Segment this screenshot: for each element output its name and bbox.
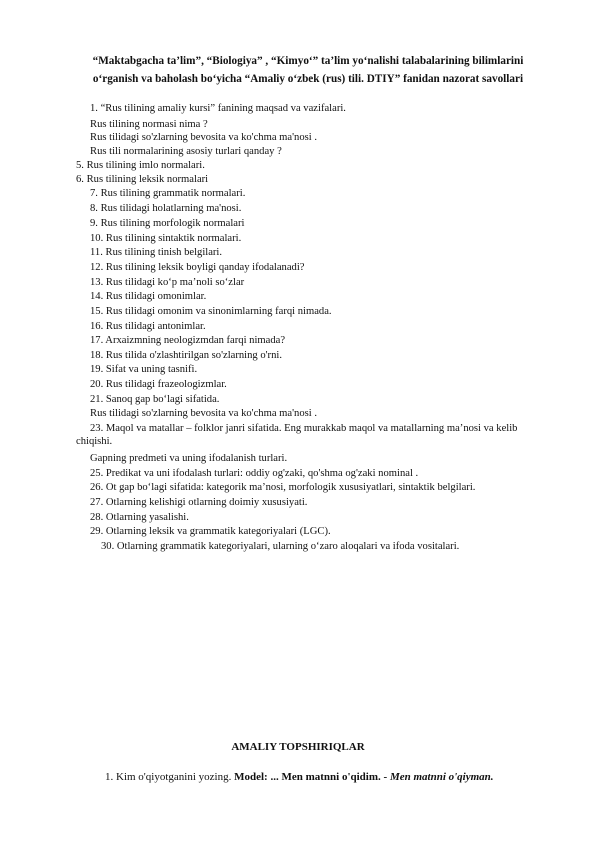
list-item: 8. Rus tilidagi holatlarning ma'nosi. (90, 203, 242, 214)
list-item: 25. Predikat va uni ifodalash turlari: oddiy og'zaki, qo'shma og'zaki nominal . (90, 468, 419, 479)
document-title (60, 52, 556, 88)
list-item: 6. Rus tilining leksik normalari (76, 174, 209, 185)
list-item: Rus tili normalarining asosiy turlari qanday ? (90, 146, 282, 157)
list-item: 9. Rus tilining morfologik normalari (90, 218, 245, 229)
task-model-label: Model: ... Men matnni o'qidim. - Men matnni o'qiyman. (234, 771, 494, 783)
section-title: AMALIY TOPSHIRIQLAR (231, 741, 365, 753)
list-item: 30. Otlarning grammatik kategoriyalari, ularning o‘zaro aloqalari va ifoda vositalari. (101, 541, 460, 552)
task-item (105, 771, 494, 783)
list-item: 14. Rus tilidagi omonimlar. (90, 291, 207, 302)
list-item: 23. Maqol va matallar – folklor janri sifatida. Eng murakkab maqol va matallarning ma’nosi va kelib chiqishi. (76, 423, 518, 447)
list-item: 10. Rus tilining sintaktik normalari. (90, 233, 242, 244)
list-item: Rus tilidagi so'zlarning bevosita va ko'chma ma'nosi . (90, 132, 317, 143)
task-text: 1. Kim o'qiyotganini yozing. (105, 771, 235, 783)
list-item: 16. Rus tilidagi antonimlar. (90, 321, 206, 332)
list-item: 19. Sifat va uning tasnifi. (90, 364, 198, 375)
list-item: 15. Rus tilidagi omonim va sinonimlarning farqi nimada. (90, 306, 332, 317)
list-item: 27. Otlarning kelishigi otlarning doimiy xususiyati. (90, 497, 308, 508)
task-model-example: Men matnni o'qiyman. (389, 771, 494, 783)
list-item: 12. Rus tilining leksik boyligi qanday ifodalanadi? (90, 262, 305, 273)
list-item: 28. Otlarning yasalishi. (90, 512, 189, 523)
list-item: Gapning predmeti va uning ifodalanish turlari. (90, 453, 288, 464)
list-item: 29. Otlarning leksik va grammatik kategoriyalari (LGC). (90, 526, 331, 537)
list-item: 11. Rus tilining tinish belgilari. (90, 247, 223, 258)
list-item: 26. Ot gap bo‘lagi sifatida: kategorik ma’nosi, morfologik xususiyatlari, sintaktik belgilari. (90, 482, 476, 493)
list-item: 13. Rus tilidagi ko‘p ma’noli so‘zlar (90, 277, 245, 288)
list-item: 1. “Rus tilining amaliy kursi” fanining maqsad va vazifalari. (90, 103, 346, 114)
list-item: 18. Rus tilida o'zlashtirilgan so'zlarning o'rni. (90, 350, 282, 361)
title-line-1: “Maktabgacha ta’lim”, “Biologiya” , “Kimyo‘” ta’lim yo‘nalishi talabalarining bilimlarini (92, 55, 524, 67)
list-item: 17. Arxaizmning neologizmdan farqi nimada? (90, 335, 286, 346)
list-item: Rus tilidagi so'zlarning bevosita va ko'chma ma'nosi . (90, 408, 317, 419)
list-item: 21. Sanoq gap bo‘lagi sifatida. (90, 394, 220, 405)
list-item: Rus tilining normasi nima ? (90, 119, 208, 130)
list-item: 7. Rus tilining grammatik normalari. (90, 188, 246, 199)
title-line-2: o‘rganish va baholash bo‘yicha “Amaliy o‘zbek (rus) tili. DTIY” fanidan nazorat savollari (92, 73, 524, 85)
list-item: 20. Rus tilidagi frazeologizmlar. (90, 379, 227, 390)
list-item: 5. Rus tilining imlo normalari. (76, 160, 205, 171)
